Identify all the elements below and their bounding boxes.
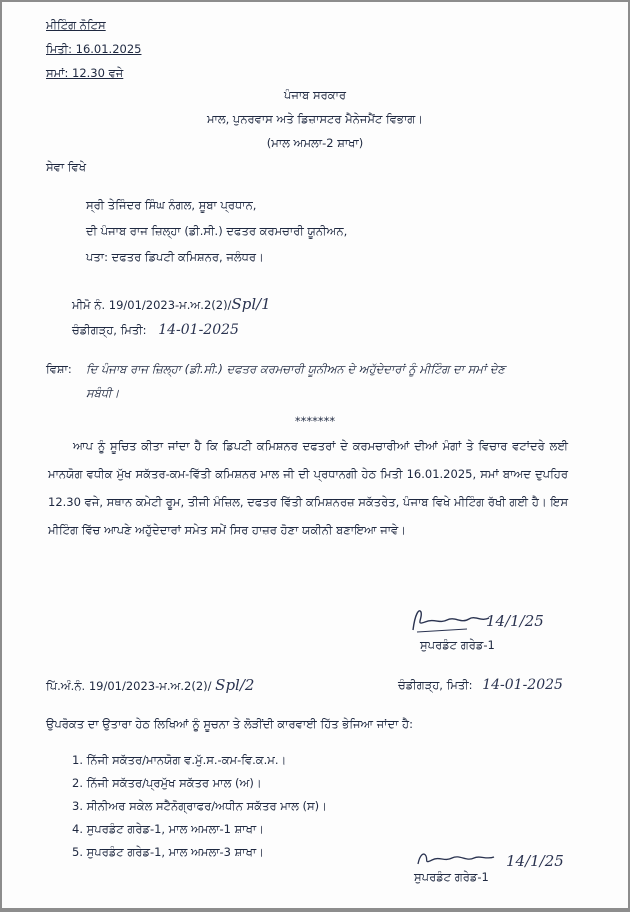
memo-number-handwritten: Spl/1 bbox=[231, 295, 271, 313]
endorsement-number: ਪਿੱ.ਅੰ.ਨੰ. 19/01/2023-ਮ.ਅ.2(2)/ Spl/2 bbox=[46, 676, 255, 694]
memo-number: ਮੀਮੋ ਨੰ. 19/01/2023-ਮ.ਅ.2(2)/Spl/1 bbox=[72, 295, 271, 313]
separator-stars: ******* bbox=[294, 414, 336, 428]
signature2-designation: ਸੁਪਰਡੰਟ ਗਰੇਡ-1 bbox=[414, 870, 489, 884]
memo-date-handwritten: 14-01-2025 bbox=[158, 322, 239, 338]
recipient-item: 5. ਸੁਪਰਡੰਟ ਗਰੇਡ-1, ਮਾਲ ਅਮਲਾ-3 ਸ਼ਾਖਾ। bbox=[72, 845, 264, 859]
notice-date: ਮਿਤੀ: 16.01.2025 bbox=[46, 42, 142, 56]
signature-scribble bbox=[407, 604, 497, 636]
body-paragraph: ਆਪ ਨੂੰ ਸੂਚਿਤ ਕੀਤਾ ਜਾਂਦਾ ਹੈ ਕਿ ਡਿਪਟੀ ਕਮਿਸ਼ਨਰ ਦਫਤਰਾਂ ਦੇ ਕਰਮਚਾਰੀਆਂ ਦੀਆਂ ਮੰਗਾਂ ਤੇ ਵਿਚਾਰ ਵਟਾਂਦਰੇ ਲਈ ਮਾਨਯੋਗ ਵਧੀਕ ਮੁੱਖ ਸਕੱਤਰ-ਕਮ-ਵਿੱਤੀ ਕਮਿਸ਼ਨਰ ਮਾਲ ਜੀ ਦੀ ਪ੍ਰਧਾਨਗੀ ਹੇਠ ਮਿਤੀ 16.01.2025, ਸਮਾਂ ਬਾਅਦ ਦੁਪਹਿਰ 12.30 ਵਜੇ, ਸਥਾਨ ਕਮੇਟੀ ਰੂਮ, ਤੀਜੀ ਮੰਜ਼ਿਲ, ਦਫਤਰ ਵਿੱਤੀ ਕਮਿਸ਼ਨਰਜ਼ ਸਕੱਤਰੇਤ, ਪੰਜਾਬ ਵਿਖੇ ਮੀਟਿੰਗ ਰੱਖੀ ਗਈ ਹੈ। ਇਸ ਮੀਟਿੰਗ ਵਿੱਚ ਆਪਣੇ ਅਹੁੱਦੇਦਾਰਾਂ ਸਮੇਤ ਸਮੇਂ ਸਿਰ ਹਾਜ਼ਰ ਹੋਣਾ ਯਕੀਨੀ ਬਣਾਇਆ ਜਾਵੇ। bbox=[48, 439, 568, 537]
recipient-item: 3. ਸੀਨੀਅਰ ਸਕੇਲ ਸਟੈਨੋਗ੍ਰਾਫਰ/ਅਧੀਨ ਸਕੱਤਰ ਮਾਲ (ਸ)। bbox=[72, 799, 327, 813]
signature1-designation: ਸੁਪਰਡੰਟ ਗਰੇਡ-1 bbox=[420, 638, 495, 652]
signature-scribble bbox=[414, 848, 499, 870]
notice-title: ਮੀਟਿੰਗ ਨੋਟਿਸ bbox=[46, 18, 106, 32]
endorsement-number-handwritten: Spl/2 bbox=[215, 676, 255, 694]
addressee-line: ਸ੍ਰੀ ਤੇਜਿੰਦਰ ਸਿੰਘ ਨੰਗਲ, ਸੂਬਾ ਪ੍ਰਧਾਨ, bbox=[86, 198, 257, 212]
notice-time: ਸਮਾਂ: 12.30 ਵਜੇ bbox=[46, 66, 124, 80]
salutation: ਸੇਵਾ ਵਿਖੇ bbox=[46, 160, 86, 174]
signature2-date: 14/1/25 bbox=[506, 852, 564, 870]
recipient-item: 4. ਸੁਪਰਡੰਟ ਗਰੇਡ-1, ਮਾਲ ਅਮਲਾ-1 ਸ਼ਾਖਾ। bbox=[72, 822, 264, 836]
branch-name: (ਮਾਲ ਅਮਲਾ-2 ਸ਼ਾਖਾ) bbox=[266, 136, 364, 150]
document-page bbox=[2, 2, 628, 908]
subject-line: ਦਿ ਪੰਜਾਬ ਰਾਜ ਜ਼ਿਲ੍ਹਾ (ਡੀ.ਸੀ.) ਦਫਤਰ ਕਰਮਚਾਰੀ ਯੂਨੀਅਨ ਦੇ ਅਹੁੱਦੇਦਾਰਾਂ ਨੂੰ ਮੀਟਿੰਗ ਦਾ ਸਮਾਂ ਦੇਣ bbox=[86, 362, 505, 376]
subject-line: ਸਬੰਧੀ। bbox=[86, 386, 120, 400]
memo-date: ਚੰਡੀਗੜ੍ਹ, ਮਿਤੀ: 14-01-2025 bbox=[72, 322, 239, 338]
endorsement-date: ਚੰਡੀਗੜ੍ਹ, ਮਿਤੀ: 14-01-2025 bbox=[398, 677, 563, 693]
signature1-date: 14/1/25 bbox=[486, 612, 544, 630]
recipient-item: 1. ਨਿੱਜੀ ਸਕੱਤਰ/ਮਾਨਯੋਗ ਵ.ਮੁੱ.ਸ.-ਕਮ-ਵਿ.ਕ.ਮ.। bbox=[72, 753, 287, 767]
recipient-item: 2. ਨਿੱਜੀ ਸਕੱਤਰ/ਪ੍ਰਮੁੱਖ ਸਕੱਤਰ ਮਾਲ (ਅ)। bbox=[72, 776, 262, 790]
department-name: ਮਾਲ, ਪੁਨਰਵਾਸ ਅਤੇ ਡਿਜ਼ਾਸਟਰ ਮੈਨੇਜਮੈਂਟ ਵਿਭਾਗ। bbox=[206, 112, 424, 126]
addressee-line: ਦੀ ਪੰਜਾਬ ਰਾਜ ਜ਼ਿਲ੍ਹਾ (ਡੀ.ਸੀ.) ਦਫਤਰ ਕਰਮਚਾਰੀ ਯੂਨੀਅਨ, bbox=[86, 224, 348, 238]
subject-label: ਵਿਸ਼ਾ: bbox=[46, 362, 72, 376]
endorsement-date-handwritten: 14-01-2025 bbox=[482, 677, 563, 693]
govt-name: ਪੰਜਾਬ ਸਰਕਾਰ bbox=[283, 88, 347, 102]
addressee-line: ਪਤਾ: ਦਫਤਰ ਡਿਪਟੀ ਕਮਿਸ਼ਨਰ, ਜਲੰਧਰ। bbox=[86, 250, 264, 264]
endorsement-intro: ਉਪਰੋਕਤ ਦਾ ਉਤਾਰਾ ਹੇਠ ਲਿਖਿਆਂ ਨੂੰ ਸੂਚਨਾ ਤੇ ਲੋੜੀਂਦੀ ਕਾਰਵਾਈ ਹਿੱਤ ਭੇਜਿਆ ਜਾਂਦਾ ਹੈ: bbox=[46, 717, 413, 731]
